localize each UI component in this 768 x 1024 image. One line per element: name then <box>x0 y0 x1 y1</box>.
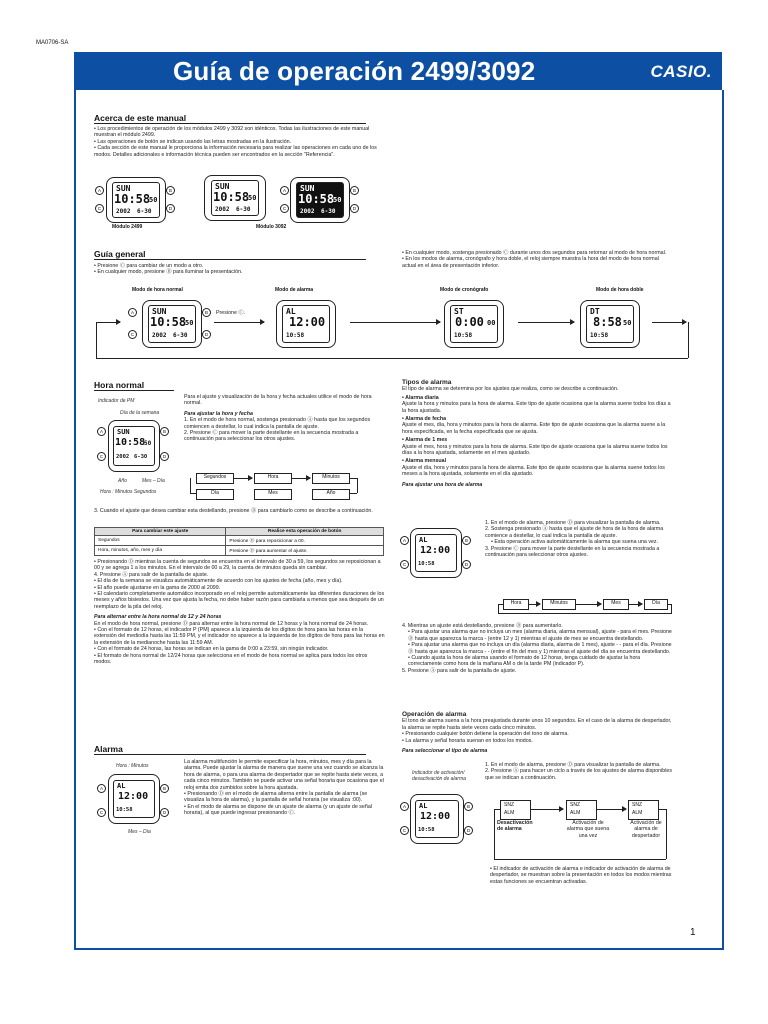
alarm-type-desc: Ajuste el mes, día, hora y minutos para la hora de alarma. Este tipo de ajuste ocasiona que la alarma suene a la hora especificada, en la fecha especificada que se ajusta. <box>402 422 666 435</box>
watch-screen <box>450 305 498 343</box>
mode-label-alarm: Modo de alarma <box>275 287 314 293</box>
timekeeping-note-3: • El día de la semana se visualiza automáticamente de acuerdo con los ajustes de fecha (año, mes y día). <box>94 578 343 585</box>
cycle-arrow-5 <box>652 322 686 323</box>
seq-line <box>349 493 357 494</box>
timekeeping-set-title: Para ajustar la hora y fecha <box>184 410 253 417</box>
alarm-indicator-label: Indicador de activación/ desactivación de alarma <box>412 770 466 782</box>
about-text <box>94 126 384 158</box>
select-alarm-steps <box>485 762 675 781</box>
watch-set-alarm-illustration <box>410 528 462 578</box>
sec-text: 50 <box>248 194 257 202</box>
mode-label-dual-time: Modo de hora doble <box>596 287 644 293</box>
alt-item-3: • Con el formato de 24 horas, las horas se indican en la gama de 0:00 a 23:59, sin ningún indicador. <box>94 646 329 653</box>
alarm-seq-line <box>667 604 672 605</box>
day-text: SUN <box>300 184 315 193</box>
set-alarm-step-2: 2. Sostenga presionado Ⓐ hasta que el ajuste de hora de la hora de alarma comience a destellar, lo cual indica la pantalla de ajuste. <box>485 526 664 539</box>
timekeeping-intro: Para el ajuste y visualización de la hora y fecha actuales utilice el modo de hora normal. <box>184 394 372 407</box>
watch-timekeeping-illustration <box>108 420 160 472</box>
button-a-icon: A <box>280 186 289 195</box>
module-2499-label: Módulo 2499 <box>112 224 143 230</box>
seq-hour-box: Hora <box>254 473 292 484</box>
watch-screen-dark <box>296 182 344 218</box>
dual-time-text: 8:58 <box>593 315 622 329</box>
alarm-code-text: AL <box>419 802 428 810</box>
option-off-box <box>500 800 531 820</box>
button-c-icon: C <box>400 560 409 569</box>
alarm-time-text: 12:00 <box>118 791 149 802</box>
option-off-label: Desactivación de alarma <box>497 820 533 833</box>
set-alarm-step-3: 3. Presione Ⓒ para mover la parte destellante en la secuencia mostrada a continuación para seleccionar otros ajustes. <box>485 545 660 559</box>
option-once-box <box>566 800 597 820</box>
select-alarm-step-1: 1. En el modo de alarma, presione Ⓓ para visualizar la pantalla de alarma. <box>485 762 661 768</box>
alarm-item-2: • Presionando Ⓓ en el modo de alarma alterna entre la pantalla de alarma (se visualiza la hora de alarma), y la pantalla de señal horaria (se visualiza :00). <box>184 791 368 804</box>
option-line <box>494 859 666 860</box>
about-item-3: • Cada sección de este manual le proporciona la información necesaria para realizar las operaciones en cada uno de los modos. Detalles adicionales e información técnica pueden ser encontrados en la sección "Referencia". <box>94 145 377 158</box>
alarm-type-desc: Ajuste el mes, hora y minutos para la hora de alarma. Este tipo de ajuste ocasiona que la alarma suene todos los días a la hora ajustada, solamente en el mes ajustado. <box>402 443 668 457</box>
table-cell: Hora, minutos, año, mes y día <box>95 546 226 556</box>
seq-year-box: Año <box>312 489 350 500</box>
seq-arrow <box>291 478 310 479</box>
alarm-item-3: • En el modo de alarma se dispone de un ajuste de alarma (y un ajuste de señal horaria), al que puede ingresar presionando Ⓒ. <box>184 803 372 817</box>
watch-screen <box>586 305 634 343</box>
day-text: SUN <box>215 182 230 191</box>
alarm-text <box>184 759 384 817</box>
alarm-heading: Alarma <box>94 744 366 755</box>
watch-screen <box>148 305 196 343</box>
page-number: 1 <box>690 927 696 938</box>
snz-text: SNZ <box>570 802 580 808</box>
timekeeping-table <box>94 527 384 556</box>
sec-text: 50 <box>333 196 342 204</box>
about-heading: Acerca de este manual <box>94 113 366 124</box>
alarm-types-text <box>402 380 674 488</box>
alarm-seq-hour-box: Hora <box>503 599 529 610</box>
date-text: 6-30 <box>173 332 188 339</box>
document-code: MA0706-SA <box>36 40 69 46</box>
general-item-3: • En cualquier modo, sostenga presionado Ⓒ durante unos dos segundos para retornar al modo de hora normal. <box>402 250 667 256</box>
alarm-op-heading: Operación de alarma <box>402 711 467 718</box>
button-a-icon: A <box>400 802 409 811</box>
alarm-types-intro: El tipo de alarma se determina por los ajustes que realiza, como se describe a continuación. <box>402 386 619 393</box>
option-line <box>666 809 667 859</box>
date-text: 6-30 <box>321 208 336 215</box>
table-cell: Presione Ⓓ para reposicionar a 00. <box>226 536 384 546</box>
button-d-icon: D <box>166 204 175 213</box>
day-text: SUN <box>116 184 131 193</box>
alt-12-24-title: Para alternar entre la hora normal de 12 y 24 horas <box>94 614 222 621</box>
day-text: SUN <box>117 428 130 436</box>
alarm-seq-line <box>498 604 499 613</box>
button-d-icon: D <box>160 452 169 461</box>
alarm-code-text: AL <box>117 782 126 790</box>
table-cell: Segundos <box>95 536 226 546</box>
day-of-week-label: Día de la semana <box>120 410 160 416</box>
option-once-label: Activación de alarma que suena una vez <box>566 820 610 839</box>
time-text: 10:58 <box>150 315 187 329</box>
alarm-indicator-note: • El indicador de activación de alarma e indicador de activación de alarma de despertador, se muestran sobre la presentación en todos los modos mientras estas funciones se encuentran activadas. <box>490 866 672 885</box>
year-text: 2002 <box>116 454 130 460</box>
cycle-arrow-1 <box>96 322 120 323</box>
button-a-icon: A <box>97 427 106 436</box>
option-line <box>658 809 666 810</box>
alarm-month-day-label: Mes – Día <box>128 829 151 835</box>
sub-time-text: 10:58 <box>454 332 473 339</box>
alarm-op-item-3: • La alarma y señal horaria suenan en todos los modos. <box>402 737 533 744</box>
seq-line <box>349 478 357 479</box>
alarm-op-item-2: • Presionando cualquier botón detiene la operación del tono de alarma. <box>402 731 569 738</box>
watch-alarm-select-illustration <box>410 794 464 844</box>
button-a-icon: A <box>97 784 106 793</box>
module-3092-label: Módulo 3092 <box>256 224 287 230</box>
alarm-type-name: • Alarma mensual <box>402 458 447 465</box>
stopwatch-time-text: 0:00 <box>455 315 484 329</box>
year-text: 2002 <box>300 208 315 215</box>
date-text: 6-30 <box>236 206 251 213</box>
year-label: Año <box>118 478 127 484</box>
watch-3092-illustration <box>204 175 266 221</box>
button-a-icon: A <box>95 186 104 195</box>
title-banner <box>74 52 722 90</box>
sub-time-text: 10:58 <box>286 332 305 339</box>
alarm-seq-day-box: Día <box>644 599 668 610</box>
time-text: 10:58 <box>114 192 151 206</box>
general-item-2: • En cualquier modo, presione Ⓑ para iluminar la presentación. <box>94 269 243 276</box>
button-c-icon: C <box>128 330 137 339</box>
time-text: 10:58 <box>115 437 146 448</box>
alarm-time-text: 12:00 <box>289 315 326 329</box>
cycle-line-left <box>96 322 97 358</box>
timekeeping-note-4: • El año puede ajustarse en la gama de 2000 al 2099. <box>94 584 221 591</box>
cycle-arrow-4 <box>518 322 574 323</box>
timekeeping-notes <box>94 559 386 666</box>
select-alarm-step-2: 2. Presione Ⓐ para hacer un ciclo a través de los ajustes de alarma disponibles que se indican a continuación. <box>485 768 672 781</box>
dual-code-text: DT <box>590 307 600 316</box>
option-arrow <box>531 809 563 810</box>
alarm-seq-arrow <box>528 604 540 605</box>
time-text: 10:58 <box>298 192 335 206</box>
sub-time-text: 10:58 <box>418 561 435 567</box>
sub-time-text: 10:58 <box>116 807 133 813</box>
table-row <box>95 546 384 556</box>
general-item-1: • Presione Ⓒ para cambiar de un modo a otro. <box>94 263 204 269</box>
alarm-types-heading: Tipos de alarma <box>402 379 452 386</box>
button-b-icon: B <box>160 784 169 793</box>
timekeeping-step-3: 3. Cuando el ajuste que desea cambiar esta destellando, presione Ⓓ para cambiarlo como se describe a continuación. <box>94 508 373 514</box>
timekeeping-text <box>184 394 384 443</box>
general-item-4: • En los modos de alarma, cronógrafo y hora doble, el reloj siempre muestra la hora del modo de hora normal actual en el área de presentación inferior. <box>402 256 659 269</box>
button-b-icon: B <box>166 186 175 195</box>
button-d-icon: D <box>462 560 471 569</box>
alm-text: ALM <box>632 810 643 816</box>
press-c-text: Presione Ⓒ. <box>216 310 246 316</box>
alarm-seq-line <box>671 604 672 613</box>
alarm-type-name: • Alarma de 1 mes <box>402 437 448 444</box>
sec-text: 50 <box>144 440 152 447</box>
dual-sec-text: 50 <box>623 319 632 327</box>
option-snooze-label: Activación de alarma de despertador <box>630 820 662 839</box>
sub-time-text: 10:58 <box>418 827 435 833</box>
timekeeping-step-2: 2. Presione Ⓒ para mover la parte destellante en la secuencia mostrada a continuación para seleccionar los otros ajustes. <box>184 430 359 443</box>
button-d-icon: D <box>350 204 359 213</box>
time-text: 10:58 <box>213 190 250 204</box>
alarm-code-text: AL <box>419 536 428 544</box>
set-alarm-note-12h: • Cuando ajusta la hora de alarma usando el formato de 12 horas, tenga cuidado de ajustar la hora correctamente como hora de la mañana AM o de la tarde PM (indicador P). <box>408 655 641 668</box>
timekeeping-note-1: • Presionando Ⓓ mientras la cuenta de segundos se encuentra en el intervalo de 30 a 59, los segundos se reposicionan a 00 y se agrega 1 a los minutos. En el intervalo de 00 a 29, la cuenta de minutos queda sin cambiar. <box>94 559 381 572</box>
seq-minutes-box: Minutos <box>312 473 350 484</box>
sub-time-text: 10:58 <box>590 332 609 339</box>
option-arrow <box>597 809 626 810</box>
snz-text: SNZ <box>504 802 514 808</box>
general-left-text <box>94 263 384 276</box>
set-alarm-note-day: • Para ajustar una alarma que no incluya un día (alarma diaria, alarma de 1 mes), ajuste - - para el día. Presione Ⓓ hasta que aparezca la marca - - (entre el fin del mes y 1) mientras el ajuste del día se encuentra destellando. <box>408 642 672 655</box>
month-day-label: Mes – Día <box>142 478 165 484</box>
timekeeping-note-5: • El calendario completamente automático incorporado en el reloj permite automáticamente las diferentes duraciones de los meses y años bisiestos. Una vez que ajusta la fecha, no debe haber razón para cambiarla a menos que sea después de un reemplazo de la pila del reloj. <box>94 591 385 610</box>
button-c-icon: C <box>97 452 106 461</box>
button-c-icon: C <box>280 204 289 213</box>
watch-stopwatch-mode <box>444 300 504 348</box>
watch-screen <box>415 800 459 838</box>
set-alarm-step-5: 5. Presione Ⓐ para salir de la pantalla de ajuste. <box>402 667 517 674</box>
alarm-op-item-1: El tono de alarma suena a la hora preajustada durante unos 10 segundos. En el caso de la alarma de despertador, la alarma se repite hasta siete veces cada cinco minutos. <box>402 718 672 731</box>
button-b-icon: B <box>462 536 471 545</box>
stopwatch-sec-text: 00 <box>487 319 496 327</box>
about-item-1: • Los procedimientos de operación de los módulos 2499 y 3092 son idénticos. Todas las ilustraciones de este manual muestran el módulo 2499. <box>94 126 370 139</box>
watch-dual-time-mode <box>580 300 640 348</box>
table-header-cell: Realice esta operación de botón <box>226 528 384 536</box>
seq-day-box: Día <box>196 489 234 500</box>
watch-3092-dark-illustration <box>290 177 350 223</box>
alarm-seq-month-box: Mes <box>603 599 629 610</box>
casio-logo: CASIO. <box>650 62 712 81</box>
mode-label-timekeeping: Modo de hora normal <box>132 287 183 293</box>
alt-item-4: • El formato de hora normal de 12/24 horas que selecciona en el modo de hora normal se aplica para todos los otros modos. <box>94 652 368 666</box>
seq-line <box>190 493 196 494</box>
sec-text: 50 <box>149 196 158 204</box>
button-d-icon: D <box>464 826 473 835</box>
button-b-icon: B <box>160 427 169 436</box>
seq-month-box: Mes <box>254 489 292 500</box>
watch-screen <box>282 305 330 343</box>
alm-text: ALM <box>504 810 515 816</box>
alt-item-1: En el modo de hora normal, presione Ⓓ para alternar entre la hora normal de 12 horas y la hora normal de 24 horas. <box>94 620 369 627</box>
seq-line <box>357 478 358 493</box>
alarm-code-text: AL <box>286 307 296 316</box>
select-alarm-title: Para seleccionar el tipo de alarma <box>402 748 488 755</box>
date-text: 6-30 <box>134 454 148 460</box>
watch-screen <box>112 182 160 218</box>
table-cell: Presione Ⓓ para aumentar el ajuste. <box>226 546 384 556</box>
watch-screen <box>113 426 155 466</box>
hour-minute-label: Hora : Minutos <box>116 763 149 769</box>
watch-screen <box>211 180 259 216</box>
button-c-icon: C <box>400 826 409 835</box>
watch-timekeeping-mode <box>142 300 202 348</box>
mode-label-stopwatch: Modo de cronógrafo <box>440 287 489 293</box>
button-a-icon: A <box>400 536 409 545</box>
button-c-icon: C <box>95 204 104 213</box>
watch-screen <box>415 534 457 572</box>
alm-text: ALM <box>570 810 581 816</box>
alarm-type-name: • Alarma diaria <box>402 394 439 401</box>
cycle-line-bottom <box>96 358 688 359</box>
option-line <box>494 809 495 859</box>
table-row <box>95 536 384 546</box>
set-alarm-title: Para ajustar una hora de alarma <box>402 481 483 488</box>
button-d-icon: D <box>202 330 211 339</box>
seq-seconds-box: Segundos <box>196 473 234 484</box>
watch-screen <box>113 780 155 818</box>
button-b-icon: B <box>350 186 359 195</box>
button-b-icon: B <box>202 308 211 317</box>
option-snooze-box <box>628 800 659 820</box>
general-right-text <box>402 250 674 269</box>
timekeeping-heading: Hora normal <box>94 380 174 391</box>
alarm-time-text: 12:00 <box>420 811 451 822</box>
snz-text: SNZ <box>632 802 642 808</box>
cycle-arrow-2 <box>214 322 264 323</box>
set-alarm-steps-2 <box>402 623 674 674</box>
alarm-item-1: La alarma multifunción le permite especificar la hora, minutos, mes y día para la alarma. Puede ajustar la alarma de manera que suene una vez cuando se alcanza la hora de alarma, o para una alarma de despertador que se repite hasta siete veces, a cada cinco minutos. También se puede activar una señal horaria que ocasiona que el reloj emita dos zumbidos sobre la hora ajustada. <box>184 759 384 791</box>
pm-indicator-label: Indicador de PM <box>98 398 135 404</box>
alarm-type-name: • Alarma de fecha <box>402 416 447 423</box>
stopwatch-code-text: ST <box>454 307 464 316</box>
hour-minute-second-label: Hora : Minutos Segundos <box>100 489 157 495</box>
year-text: 2002 <box>215 206 230 213</box>
day-text: SUN <box>152 307 167 316</box>
seq-line <box>190 478 191 493</box>
set-alarm-note-month: • Para ajustar una alarma que no incluya un mes (alarma diaria, alarma mensual), ajuste - para el mes. Presione Ⓓ hasta que aparezca la marca - (entre 12 y 1) mientras el ajuste de mes se encuentra destellando. <box>408 629 672 642</box>
cycle-line-right <box>688 322 689 358</box>
about-item-2: • Las operaciones de botón se indican usando las letras mostradas en la ilustración. <box>94 138 292 145</box>
set-alarm-step-4: 4. Mientras un ajuste está destellando, presione Ⓓ para aumentarlo. <box>402 623 563 629</box>
alarm-seq-arrow <box>628 604 642 605</box>
set-alarm-step-1: 1. En el modo de alarma, presione Ⓓ para visualizar la pantalla de alarma. <box>485 520 661 526</box>
alarm-type-desc: Ajuste el día, hora y minutos para la hora de alarma. Este tipo de ajuste ocasiona que la alarma suene todos los meses a la hora ajustada, solamente en el día ajustado. <box>402 464 665 478</box>
seq-arrow <box>233 478 252 479</box>
watch-2499-illustration <box>106 177 166 223</box>
button-d-icon: D <box>160 808 169 817</box>
alarm-seq-minutes-box: Minutos <box>542 599 576 610</box>
table-header-row <box>95 528 384 536</box>
year-text: 2002 <box>116 208 131 215</box>
table-header-cell: Para cambiar este ajuste <box>95 528 226 536</box>
page-title: Guía de operación 2499/3092 <box>173 56 536 86</box>
watch-alarm-mode <box>276 300 336 348</box>
button-c-icon: C <box>97 808 106 817</box>
alarm-op-text <box>402 712 674 754</box>
cycle-arrow-3 <box>350 322 440 323</box>
watch-alarm-illustration <box>108 774 160 824</box>
timekeeping-step-1: 1. En el modo de hora normal, sostenga presionado Ⓐ hasta que los segundos comiencen a destellar, lo cual indica la pantalla de ajuste. <box>184 417 371 430</box>
button-a-icon: A <box>128 308 137 317</box>
general-heading: Guía general <box>94 249 366 260</box>
timekeeping-note-2: 4. Presione Ⓐ para salir de la pantalla de ajuste. <box>94 571 209 578</box>
sec-text: 50 <box>185 319 194 327</box>
alt-item-2: • Con el formato de 12 horas, el indicador P (PM) aparece a la izquierda de los dígitos de hora para las horas en la extensión del mediodía hasta las 11:59 PM, y el indicador no aparece a la izquierda de los dígitos de hora para las horas en la extensión de la medianoche hasta las 11:59 AM. <box>94 627 385 646</box>
set-alarm-note: • Esta operación activa automáticamente la alarma que suena una vez. <box>491 539 659 546</box>
alarm-type-desc: Ajuste la hora y minutos para la hora de alarma. Este tipo de ajuste ocasiona que la alarma suene todos los días a la hora ajustada. <box>402 401 671 414</box>
set-alarm-steps <box>485 520 675 558</box>
year-text: 2002 <box>152 332 167 339</box>
alarm-time-text: 12:00 <box>420 545 451 556</box>
alarm-seq-arrow <box>575 604 601 605</box>
alarm-seq-line <box>498 613 672 614</box>
date-text: 6-30 <box>137 208 152 215</box>
button-b-icon: B <box>464 802 473 811</box>
